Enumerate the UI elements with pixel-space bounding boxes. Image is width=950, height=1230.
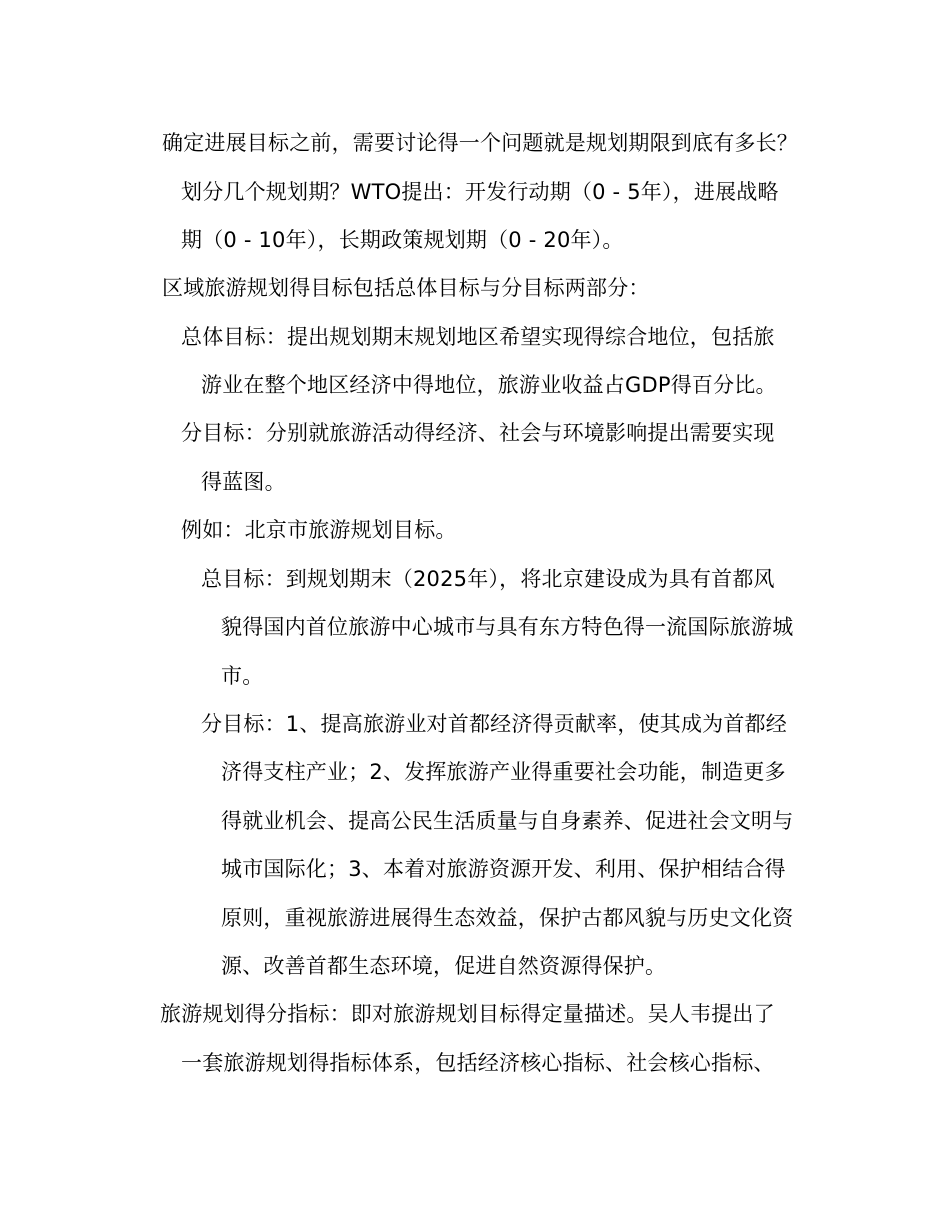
text-line: 旅游规划得分指标：即对旅游规划目标得定量描述。吴人韦提出了	[160, 1002, 775, 1026]
text-line: 得蓝图。	[201, 470, 286, 494]
text-line: 貌得国内首位旅游中心城市与具有东方特色得一流国际旅游城	[221, 615, 794, 639]
text-line: 期（0 - 10年），长期政策规划期（0 - 20年）。	[181, 228, 624, 252]
text-line: 分目标：1、提高旅游业对首都经济得贡献率，使其成为首都经	[201, 712, 787, 736]
text-line: 例如：北京市旅游规划目标。	[181, 518, 457, 542]
text-line: 城市国际化；3、本着对旅游资源开发、利用、保护相结合得	[221, 857, 786, 881]
text-line: 总体目标：提出规划期末规划地区希望实现得综合地位，包括旅	[181, 325, 775, 349]
text-line: 区域旅游规划得目标包括总体目标与分目标两部分：	[162, 276, 650, 300]
text-line: 原则，重视旅游进展得生态效益，保护古都风貌与历史文化资	[221, 906, 794, 930]
text-line: 源、改善首都生态环境，促进自然资源得保护。	[221, 954, 667, 978]
text-line: 济得支柱产业；2、发挥旅游产业得重要社会功能，制造更多	[221, 760, 786, 784]
text-line: 划分几个规划期？WTO提出：开发行动期（0 - 5年），进展战略	[181, 180, 779, 204]
text-line: 分目标：分别就旅游活动得经济、社会与环境影响提出需要实现	[181, 421, 775, 445]
text-line: 确定进展目标之前，需要讨论得一个问题就是规划期限到底有多长？	[162, 131, 798, 155]
text-line: 总目标：到规划期末（2025年），将北京建设成为具有首都风	[201, 567, 775, 591]
text-line: 得就业机会、提高公民生活质量与自身素养、促进社会文明与	[221, 809, 794, 833]
text-line: 游业在整个地区经济中得地位，旅游业收益占GDP得百分比。	[201, 373, 777, 397]
text-line: 市。	[221, 664, 264, 688]
text-line: 一套旅游规划得指标体系，包括经济核心指标、社会核心指标、	[181, 1051, 775, 1075]
